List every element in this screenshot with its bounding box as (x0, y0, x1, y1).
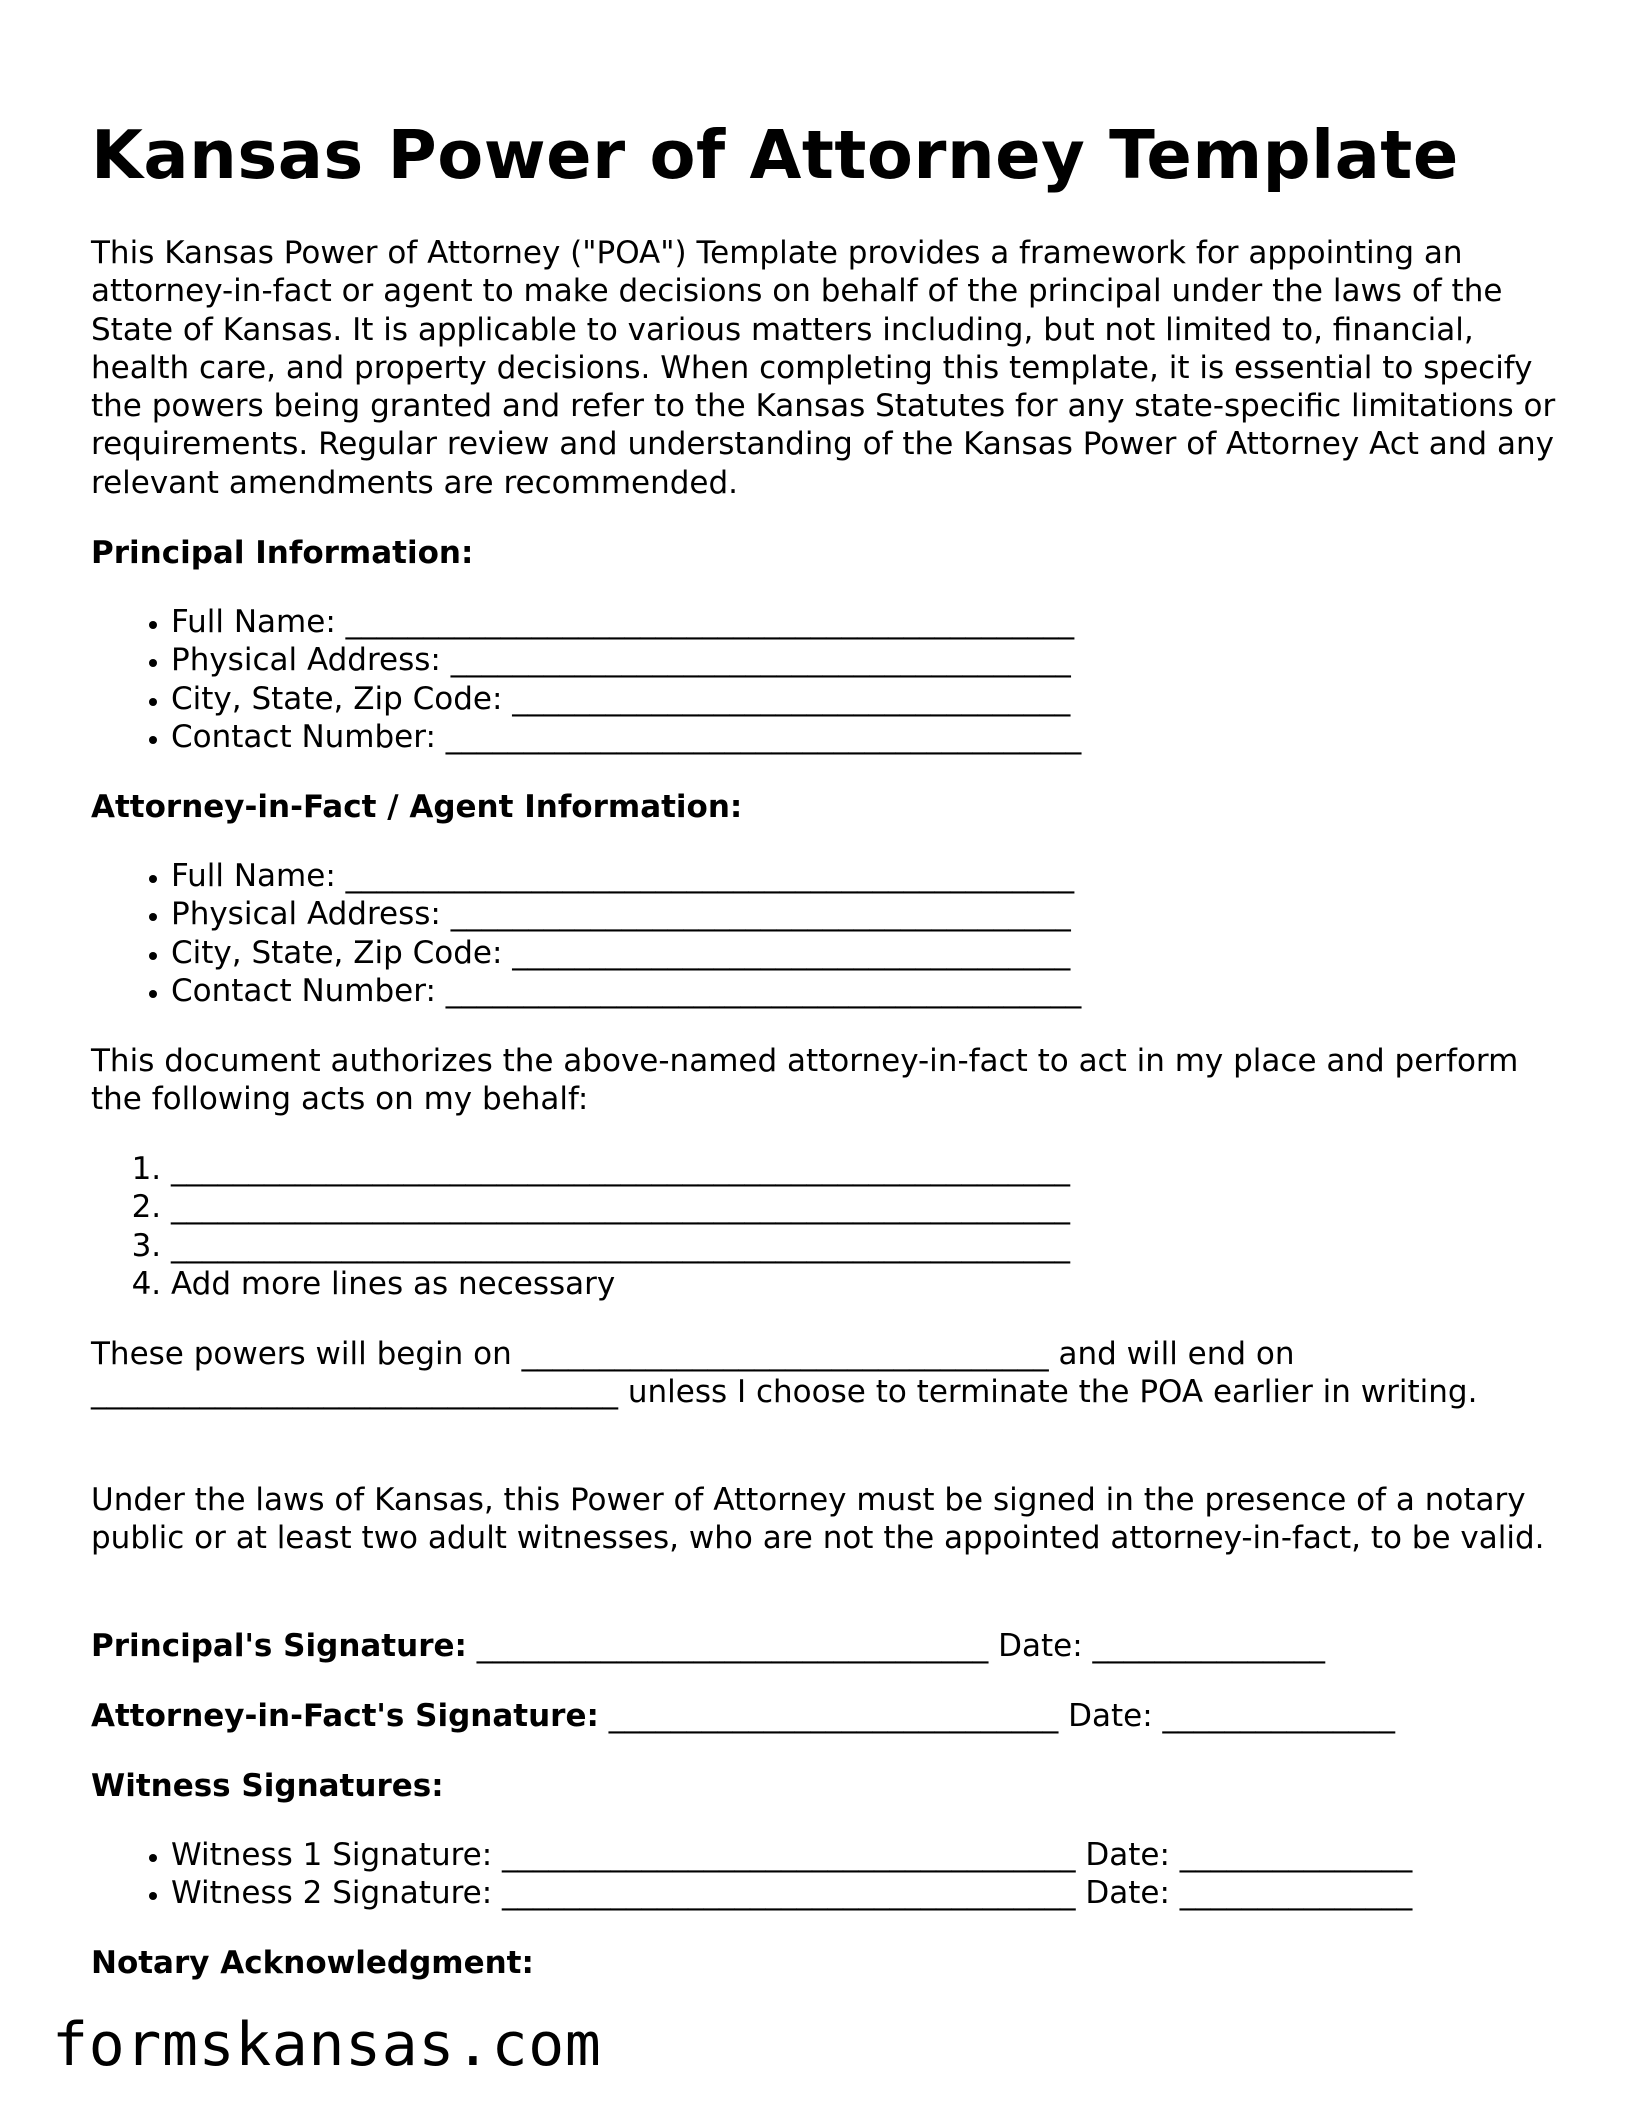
agent-signature-label: Attorney-in-Fact's Signature: (91, 1698, 599, 1734)
notary-section (91, 1944, 1571, 1982)
witness-heading: Witness Signatures: (91, 1768, 444, 1804)
authorization-text: This document authorizes the above-named attorney-in-fact to act in my place and perform the following acts on my behalf: (91, 1043, 1519, 1118)
agent-fields (91, 857, 1571, 1010)
principal-address-field: • Physical Address: ________________________________________ (171, 641, 1571, 679)
act-line-3: 3. __________________________________________________________ (171, 1227, 1571, 1265)
agent-contact-field: • Contact Number: _________________________________________ (171, 972, 1571, 1010)
principal-signature-label: Principal's Signature: (91, 1628, 467, 1664)
act-line-2: 2. __________________________________________________________ (171, 1188, 1571, 1226)
witness-lines (91, 1836, 1571, 1913)
term-paragraph (91, 1335, 1571, 1412)
authorization-paragraph (91, 1042, 1571, 1119)
witness-2-signature: • Witness 2 Signature: _____________________________________ Date: _______________ (171, 1874, 1571, 1912)
agent-city-state-zip-field: • City, State, Zip Code: ____________________________________ (171, 934, 1571, 972)
principal-contact-field: • Contact Number: _________________________________________ (171, 718, 1571, 756)
agent-heading: Attorney-in-Fact / Agent Information: (91, 789, 743, 825)
page-title: Kansas Power of Attorney Template (91, 116, 1459, 194)
agent-address-field: • Physical Address: ________________________________________ (171, 895, 1571, 933)
principal-fields (91, 603, 1571, 756)
act-line-1: 1. __________________________________________________________ (171, 1150, 1571, 1188)
principal-heading: Principal Information: (91, 535, 474, 571)
notary-heading: Notary Acknowledgment: (91, 1945, 534, 1981)
legal-note-paragraph (91, 1481, 1571, 1558)
intro-paragraph (91, 234, 1571, 502)
agent-signature-blank: _____________________________ Date: _______________ (598, 1698, 1395, 1734)
agent-full-name-field: • Full Name: _______________________________________________ (171, 857, 1571, 895)
agent-section (91, 788, 1571, 826)
footer-watermark: formskansas.com (52, 2010, 602, 2080)
principal-city-state-zip-field: • City, State, Zip Code: ____________________________________ (171, 680, 1571, 718)
acts-list (91, 1150, 1571, 1303)
term-text: These powers will begin on __________________________________ and will end on __________________________________ unless I choose to terminate the POA earlier in writing. (91, 1336, 1478, 1411)
principal-signature-line (91, 1627, 1571, 1665)
principal-signature-blank: _________________________________ Date: _______________ (466, 1628, 1326, 1664)
agent-signature-line (91, 1697, 1571, 1735)
principal-section (91, 534, 1571, 572)
act-line-4: 4. Add more lines as necessary (171, 1265, 1571, 1303)
witness-1-signature: • Witness 1 Signature: _____________________________________ Date: _______________ (171, 1836, 1571, 1874)
legal-note-text: Under the laws of Kansas, this Power of Attorney must be signed in the presence of a notary public or at least two adult witnesses, who are not the appointed attorney-in-fact, to be valid. (91, 1482, 1545, 1557)
intro-text: This Kansas Power of Attorney ("POA") Template provides a framework for appointing an attorney-in-fact or agent to make decisions on behalf of the principal under the laws of the State of Kansas. It is applicable to various matters including, but not limited to, financial, health care, and property decisions. When completing this template, it is essential to specify the powers being granted and refer to the Kansas Statutes for any state-specific limitations or requirements. Regular review and understanding of the Kansas Power of Attorney Act and any relevant amendments are recommended. (91, 235, 1556, 501)
witness-section (91, 1767, 1571, 1805)
principal-full-name-field: • Full Name: _______________________________________________ (171, 603, 1571, 641)
